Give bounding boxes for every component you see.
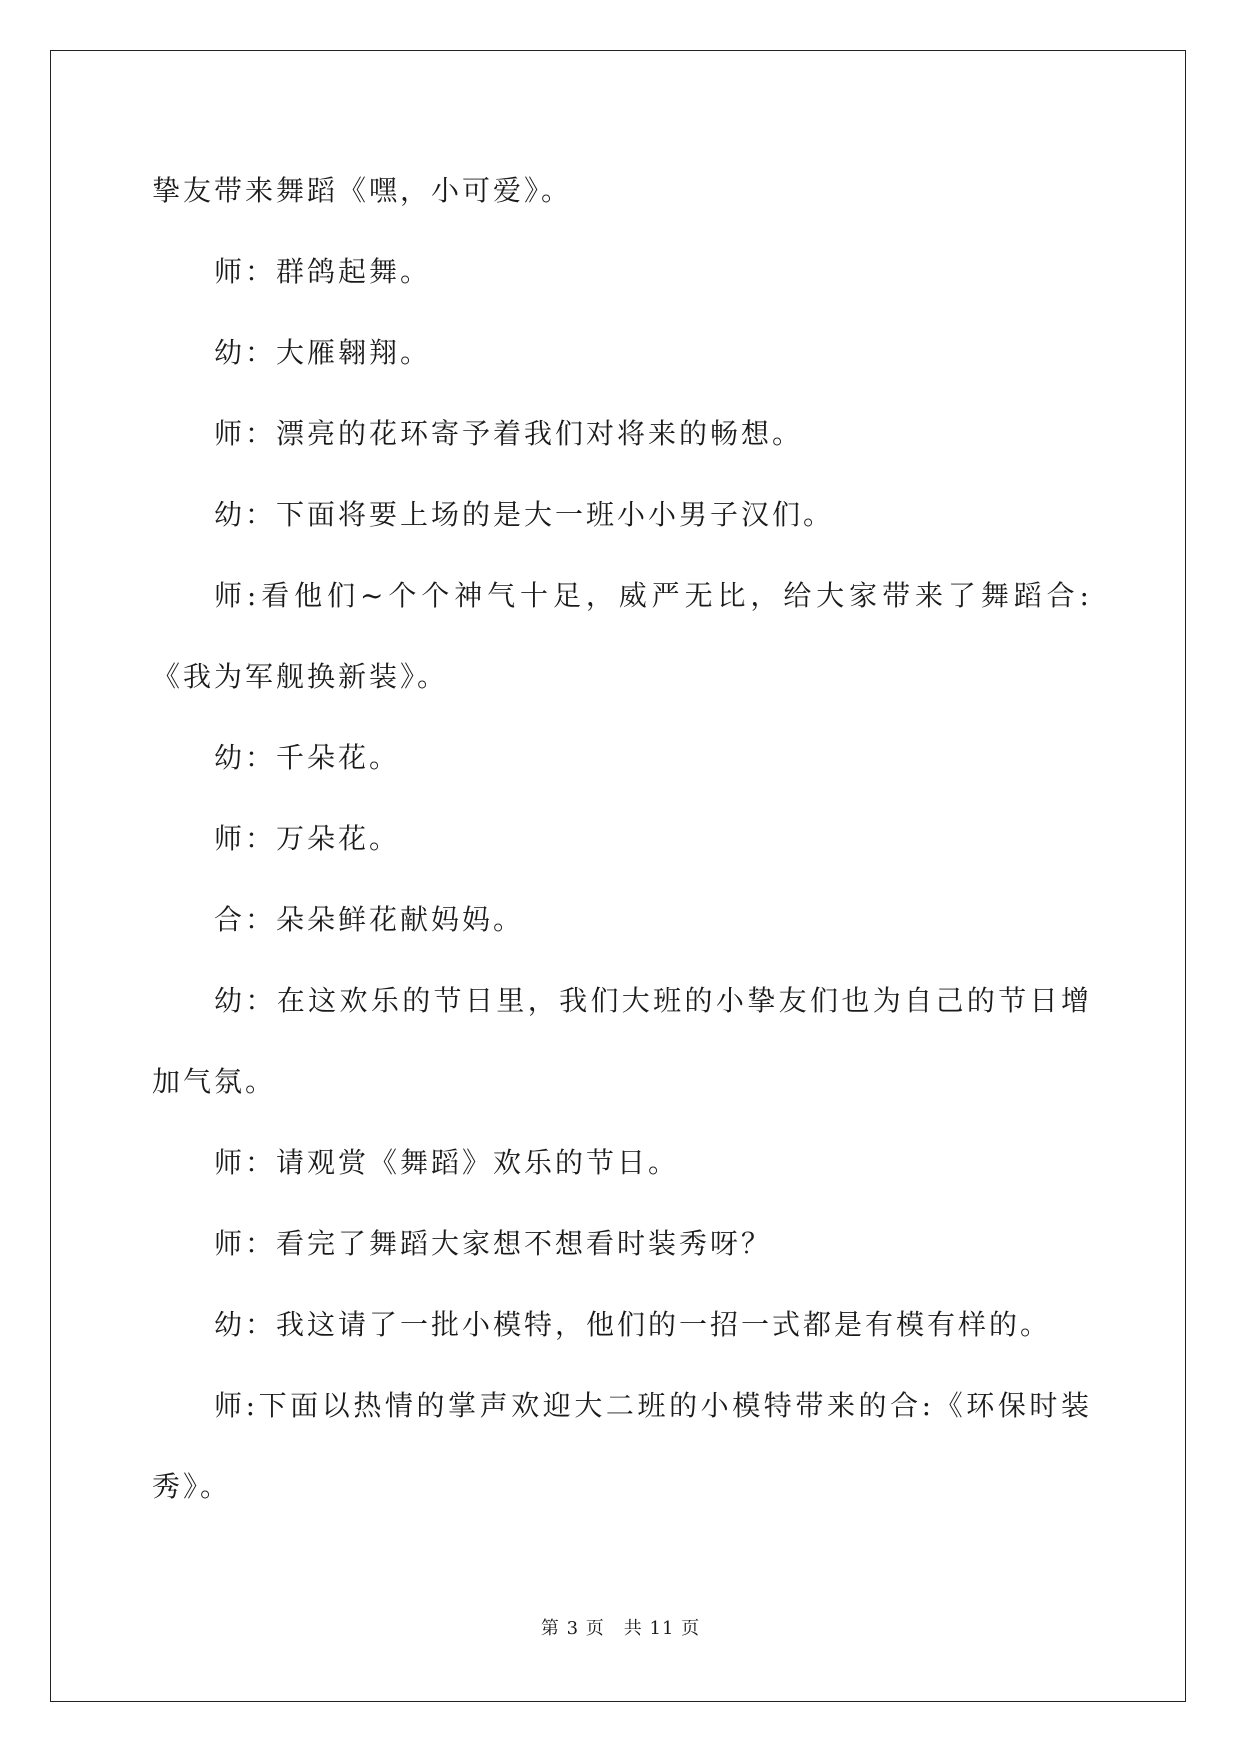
paragraph: 挚友带来舞蹈《嘿，小可爱》。 bbox=[152, 174, 573, 207]
paragraph: 师：看完了舞蹈大家想不想看时装秀呀？ bbox=[214, 1227, 773, 1260]
paragraph: 师:下面以热情的掌声欢迎大二班的小模特带来的合:《环保时装秀》。 bbox=[152, 1389, 1092, 1503]
paragraph: 师:看他们~个个神气十足，威严无比，给大家带来了舞蹈合:《我为军舰换新装》。 bbox=[152, 579, 1092, 693]
paragraph: 幼：大雁翱翔。 bbox=[214, 336, 432, 369]
paragraph: 幼：在这欢乐的节日里，我们大班的小挚友们也为自己的节日增加气氛。 bbox=[152, 984, 1092, 1098]
paragraph: 师：群鸽起舞。 bbox=[214, 255, 432, 288]
page-number-footer: 第 3 页 共 11 页 bbox=[540, 1618, 701, 1639]
paragraph: 幼：我这请了一批小模特，他们的一招一式都是有模有样的。 bbox=[214, 1308, 1052, 1341]
paragraph: 幼：千朵花。 bbox=[214, 741, 401, 774]
paragraph: 师：漂亮的花环寄予着我们对将来的畅想。 bbox=[214, 417, 804, 450]
paragraph: 师：请观赏《舞蹈》欢乐的节日。 bbox=[214, 1146, 680, 1179]
paragraph: 师：万朵花。 bbox=[214, 822, 401, 855]
paragraph: 幼：下面将要上场的是大一班小小男子汉们。 bbox=[214, 498, 835, 531]
paragraph: 合：朵朵鲜花献妈妈。 bbox=[214, 903, 525, 936]
document-body bbox=[152, 150, 1092, 1527]
